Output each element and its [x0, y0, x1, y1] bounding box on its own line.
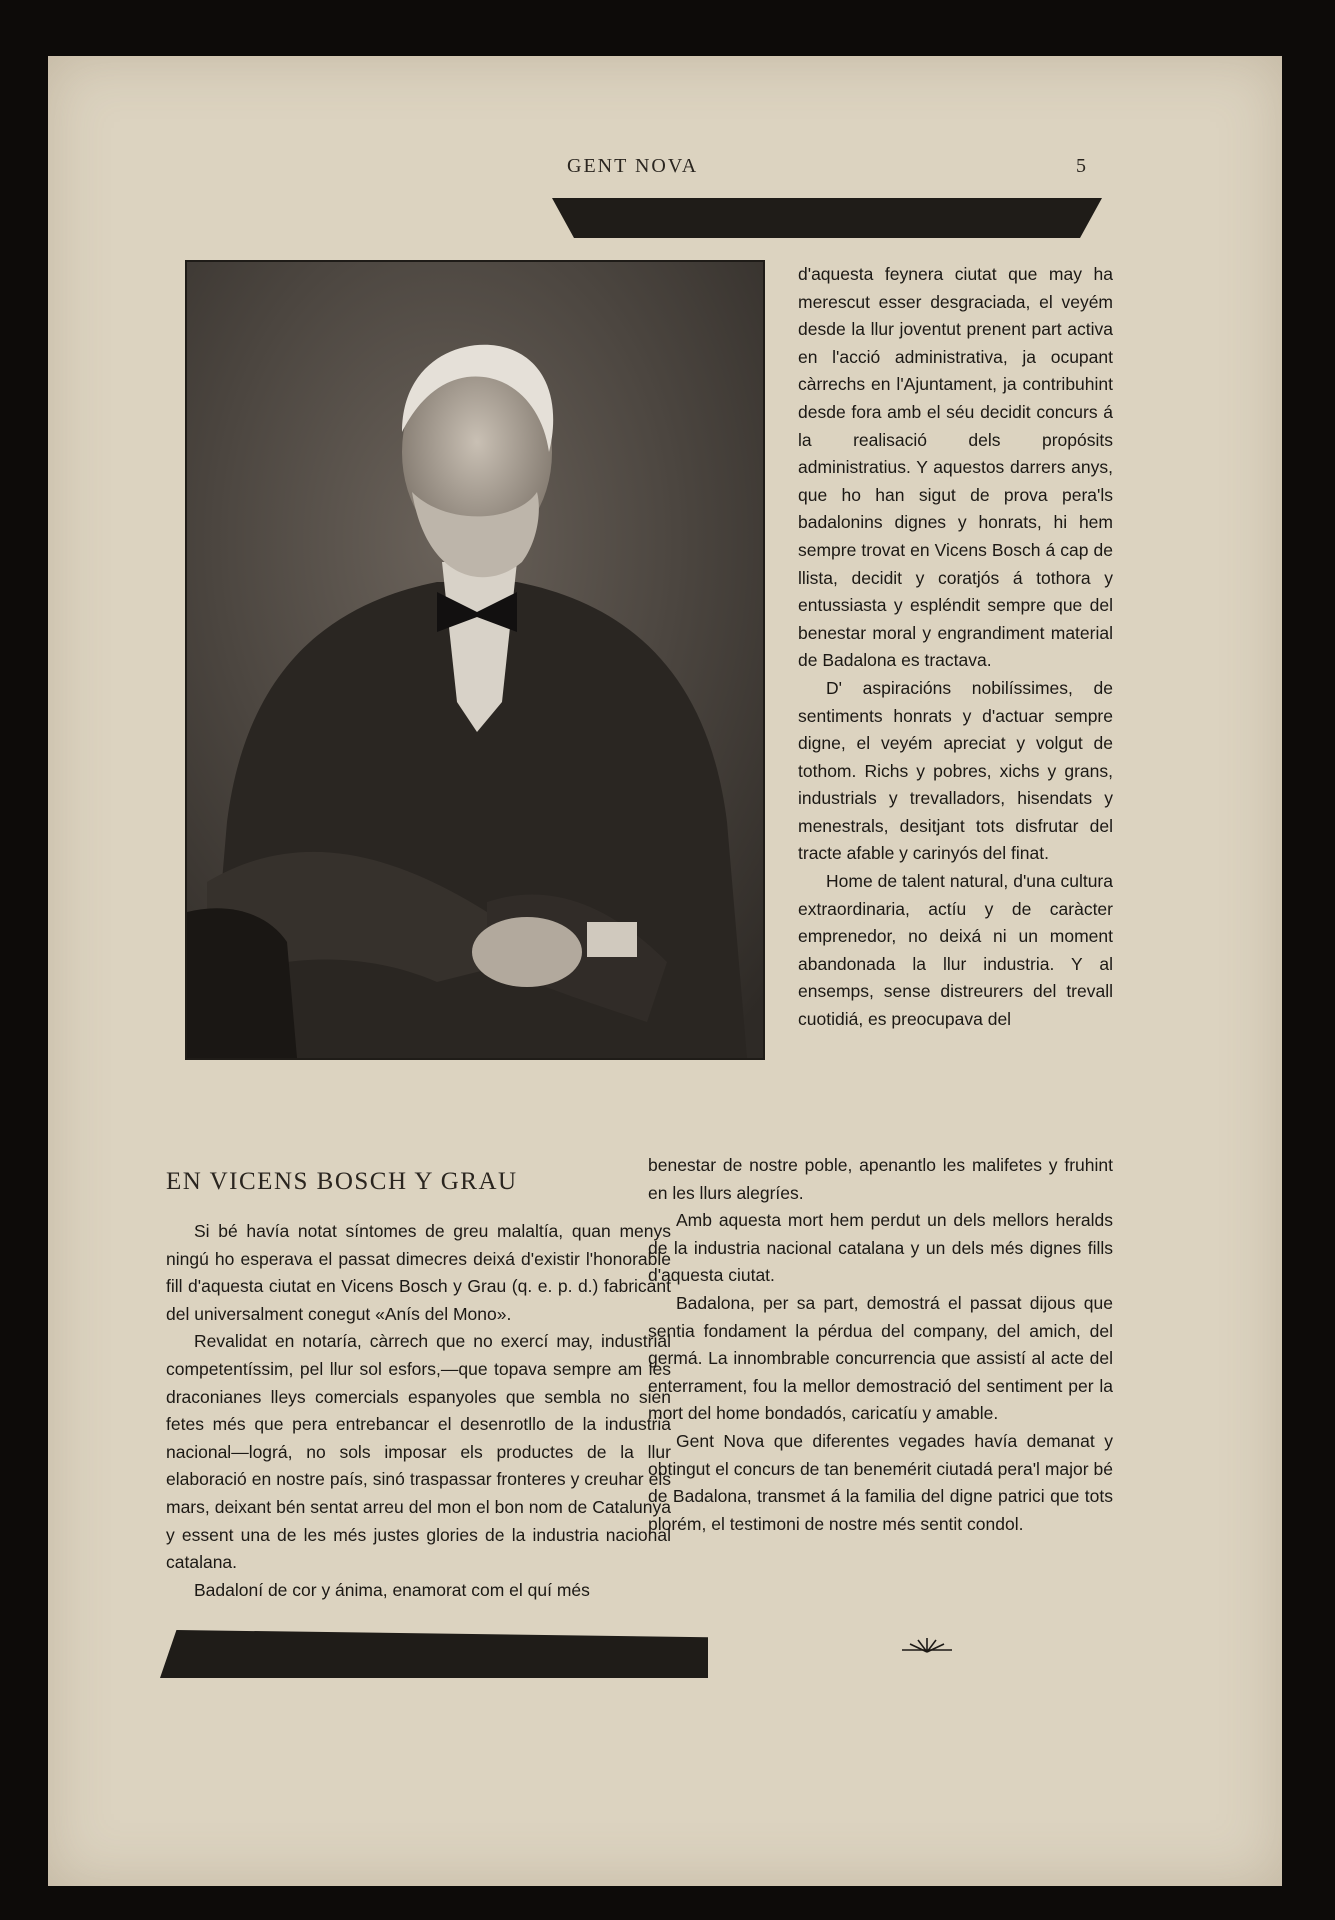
- paragraph: Home de talent natural, d'una cultura extraordinaria, actíu y de caràcter emprenedor, no deixá ni un moment abandonada la llur industria. Y al ensemps, sense distreurers del trevall cuotidiá, es preocupava del: [798, 871, 1113, 1030]
- left-column-text: [166, 1218, 671, 1604]
- paragraph: Revalidat en notaría, càrrech que no exercí may, industrial competentíssim, pel llur sol esfors,—que topava sempre am les draconianes lleys comercials espanyoles que sembla no sien fetes més que pera entrebancar el desenrotllo de la industria nacional—lográ, no sols imposar els productes de la llur elaboració en nostre país, sinó traspassar fronteres y creuhar els mars, deixant bén sentat arreu del mon el bon nom de Catalunya y essent una de les més justes glories de la industria nacional catalana.: [166, 1331, 671, 1573]
- running-header-title: GENT NOVA: [567, 155, 699, 177]
- right-column-bottom-text: [648, 1152, 1113, 1538]
- header-decorative-band: [552, 198, 1102, 238]
- fleuron-ornament-icon: [898, 1634, 956, 1654]
- paragraph: Badalona, per sa part, demostrá el passat dijous que sentia fondament la pérdua del company, del amich, del germá. La innombrable concurrencia que assistí al acte del enterrament, fou la mellor demostració del sentiment per la mort del home bondadós, caricatíu y amable.: [648, 1292, 1113, 1424]
- paragraph: Gent Nova que diferentes vegades havía demanat y obtingut el concurs de tan benemérit ciutadá pera'l major bé de Badalona, transmet á la familia del digne patrici que tots plorém, el testimoni de nostre més sentit condol.: [648, 1430, 1113, 1534]
- paragraph: d'aquesta feynera ciutat que may ha merescut esser desgraciada, el veyém desde la llur joventut prenent part activa en l'acció administrativa, ja ocupant càrrechs en l'Ajuntament, ja contribuhint desde fora amb el séu decidit concurs á la realisació dels propósits administratius. Y aquestos darrers anys, que ho han sigut de prova pera'ls badalonins dignes y honrats, hi hem sempre trovat en Vicens Bosch á cap de llista, decidit y coratjós á tothora y entussiasta y espléndit sempre que del benestar moral y engrandiment material de Badalona es tractava.: [798, 264, 1113, 671]
- paragraph: D' aspiracións nobilíssimes, de sentiments honrats y d'actuar sempre digne, el veyém apreciat y volgut de tothom. Richs y pobres, xichs y grans, industrials y trevalladors, hisendats y menestrals, desitjant tots disfrutar del tracte afable y carinyós del finat.: [798, 677, 1113, 864]
- page-number: 5: [1076, 155, 1086, 177]
- article-title: EN VICENS BOSCH Y GRAU: [166, 1168, 518, 1195]
- paragraph: benestar de nostre poble, apenantlo les malifetes y fruhint en les llurs alegríes.: [648, 1155, 1113, 1203]
- paragraph: Si bé havía notat síntomes de greu malaltía, quan menys ningú ho esperava el passat dimecres deixá d'existir l'honorable fill d'aquesta ciutat en Vicens Bosch y Grau (q. e. p. d.) fabricant del universalment conegut «Anís del Mono».: [166, 1221, 671, 1324]
- portrait-photo: [185, 260, 765, 1060]
- paragraph: Amb aquesta mort hem perdut un dels mellors heralds de la industria nacional catalana y un dels més dignes fills d'aquesta ciutat.: [648, 1210, 1113, 1286]
- footer-decorative-band: [160, 1630, 708, 1678]
- right-column-top-text: [798, 261, 1113, 1034]
- paragraph: Badaloní de cor y ánima, enamorat com el quí més: [194, 1579, 590, 1600]
